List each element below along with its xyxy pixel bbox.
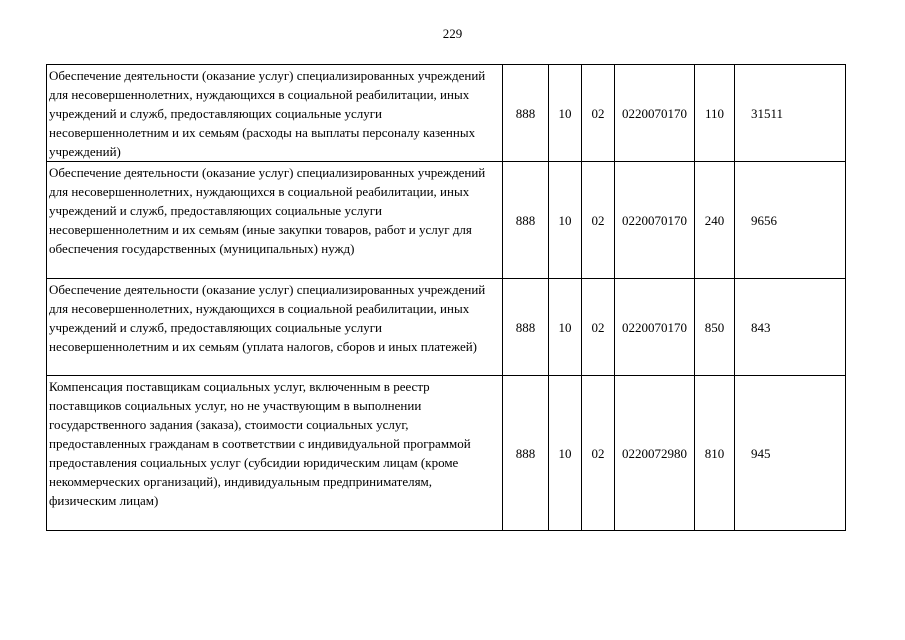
row-description: Компенсация поставщикам социальных услуг, включенным в реестр поставщиков социальных услуг, но не участвующим в выполнении государственного задания (заказа), стоимости социальных услуг, предоставленных гражданам в соответствии с индивидуальной программой предоставления социальных услуг (субсидии юридическим лицам (кроме некоммерческих организаций), индивидуальным предпринимателям, физическим лицам) [47,376,503,531]
row-expense-type-code: 850 [695,279,735,376]
budget-table [46,64,846,531]
row-section-code: 10 [549,65,582,162]
row-amount: 31511 [735,65,846,162]
row-subsection-code: 02 [582,279,615,376]
row-description: Обеспечение деятельности (оказание услуг) специализированных учреждений для несовершеннолетних, нуждающихся в социальной реабилитации, иных учреждений и служб, предоставляющих социальные услуги несовершеннолетним и их семьям (уплата налогов, сборов и иных платежей) [47,279,503,376]
row-ved-code: 888 [503,162,549,279]
row-section-code: 10 [549,162,582,279]
row-target-code: 0220070170 [615,65,695,162]
row-amount: 9656 [735,162,846,279]
row-subsection-code: 02 [582,65,615,162]
row-target-code: 0220072980 [615,376,695,531]
row-target-code: 0220070170 [615,279,695,376]
row-section-code: 10 [549,279,582,376]
row-target-code: 0220070170 [615,162,695,279]
row-ved-code: 888 [503,279,549,376]
table-row [47,162,846,279]
row-amount: 843 [735,279,846,376]
row-description: Обеспечение деятельности (оказание услуг) специализированных учреждений для несовершеннолетних, нуждающихся в социальной реабилитации, иных учреждений и служб, предоставляющих социальные услуги несовершеннолетним и их семьям (расходы на выплаты персоналу казенных учреждений) [47,65,503,162]
row-ved-code: 888 [503,65,549,162]
row-section-code: 10 [549,376,582,531]
row-subsection-code: 02 [582,376,615,531]
row-subsection-code: 02 [582,162,615,279]
table-row [47,376,846,531]
table-row [47,279,846,376]
row-expense-type-code: 240 [695,162,735,279]
table-row [47,65,846,162]
row-ved-code: 888 [503,376,549,531]
row-expense-type-code: 110 [695,65,735,162]
row-amount: 945 [735,376,846,531]
page-number: 229 [442,26,463,41]
row-expense-type-code: 810 [695,376,735,531]
row-description: Обеспечение деятельности (оказание услуг) специализированных учреждений для несовершеннолетних, нуждающихся в социальной реабилитации, иных учреждений и служб, предоставляющих социальные услуги несовершеннолетним и их семьям (иные закупки товаров, работ и услуг для обеспечения государственных (муниципальных) нужд) [47,162,503,279]
